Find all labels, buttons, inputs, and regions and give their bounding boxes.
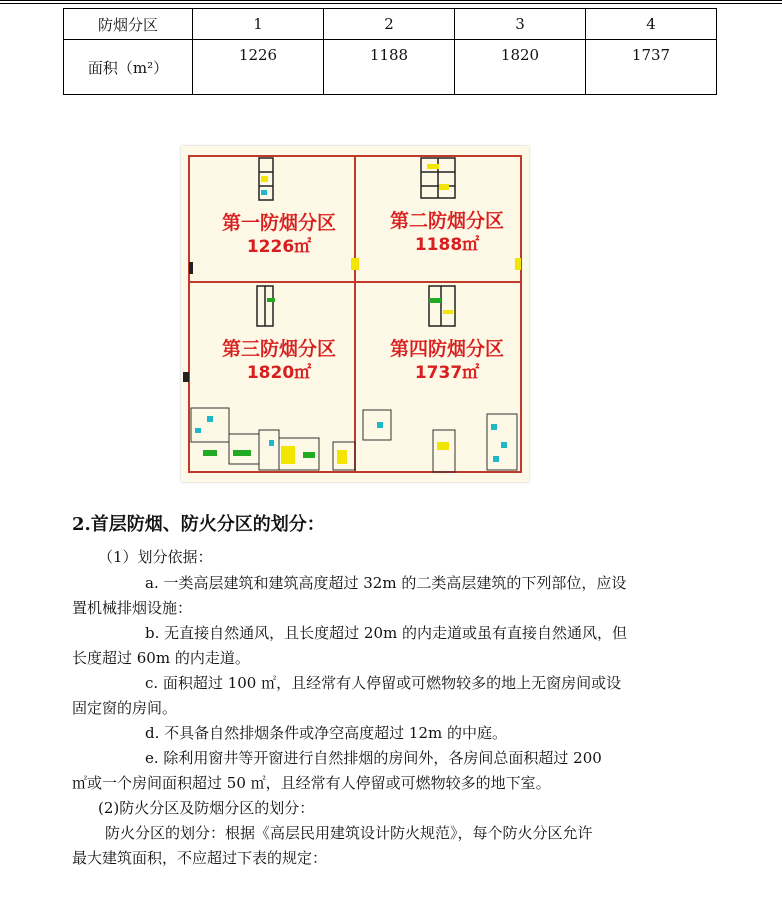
door-marker <box>515 258 521 270</box>
table-cell: 1226 <box>193 40 324 95</box>
floor-plan-image <box>181 146 529 482</box>
zone-4-name: 第四防烟分区 <box>389 338 504 360</box>
zone-4-label <box>371 340 523 382</box>
para-b-line2: 长度超过 60m 的内走道。 <box>72 649 250 667</box>
table-cell: 2 <box>324 9 455 40</box>
zone-3-area: 1820㎡ <box>246 363 312 383</box>
stair-core-4 <box>429 286 455 326</box>
table-cell: 3 <box>455 9 586 40</box>
zone-1-name: 第一防烟分区 <box>221 212 336 234</box>
floor-plan-drawing <box>181 146 529 482</box>
zone-2-area: 1188㎡ <box>414 235 480 255</box>
para-b-line1: b. 无直接自然通风，且长度超过 20m 的内走道或虽有直接自然通风，但 <box>145 624 627 642</box>
zone-2-name: 第二防烟分区 <box>389 210 504 232</box>
para-c-line1: c. 面积超过 100 ㎡，且经常有人停留或可燃物较多的地上无窗房间或设 <box>145 674 622 692</box>
para-d-line1: d. 不具备自然排烟条件或净空高度超过 12m 的中庭。 <box>145 724 507 742</box>
stair-core-2 <box>421 158 455 198</box>
page-top-rule-2 <box>0 3 782 4</box>
smoke-zone-area-table <box>63 8 717 95</box>
stair-core-1 <box>259 158 273 200</box>
zone-3-name: 第三防烟分区 <box>221 338 336 360</box>
table-cell: 面积（m²） <box>64 40 193 95</box>
para-e-line1: e. 除利用窗井等开窗进行自然排烟的房间外，各房间总面积超过 200 <box>145 749 602 767</box>
para-f-line1: 防火分区的划分：根据《高层民用建筑设计防火规范》，每个防火分区允许 <box>105 824 593 842</box>
para-f-line2: 最大建筑面积，不应超过下表的规定： <box>72 849 328 867</box>
section-heading: 2.首层防烟、防火分区的划分： <box>72 514 325 535</box>
door-marker <box>351 258 359 270</box>
door-marker <box>189 262 193 274</box>
para-a-line2: 置机械排烟设施： <box>72 599 193 617</box>
subsection-title-2: (2)防火分区及防烟分区的划分： <box>98 799 315 817</box>
bottom-left-rooms <box>191 408 355 470</box>
zone-1-area: 1226㎡ <box>246 237 312 257</box>
zone-4-area: 1737㎡ <box>414 363 480 383</box>
table-row <box>64 40 717 95</box>
table-cell: 防烟分区 <box>64 9 193 40</box>
door-marker <box>183 372 189 382</box>
para-c-line2: 固定窗的房间。 <box>72 699 178 717</box>
table-cell: 4 <box>586 9 717 40</box>
page-top-rule <box>0 0 782 1</box>
table-cell: 1737 <box>586 40 717 95</box>
table-cell: 1 <box>193 9 324 40</box>
zone-1-label <box>203 214 355 256</box>
table-cell: 1188 <box>324 40 455 95</box>
bottom-right-rooms <box>363 410 517 472</box>
para-e-line2: ㎡或一个房间面积超过 50 ㎡，且经常有人停留或可燃物较多的地下室。 <box>72 774 551 792</box>
zone-3-label <box>203 340 355 382</box>
zone-2-label <box>371 212 523 254</box>
subsection-title-1: （1）划分依据： <box>98 548 213 566</box>
stair-core-3 <box>257 286 275 326</box>
para-a-line1: a. 一类高层建筑和建筑高度超过 32m 的二类高层建筑的下列部位，应设 <box>145 574 627 592</box>
table-header-row <box>64 9 717 40</box>
table-cell: 1820 <box>455 40 586 95</box>
